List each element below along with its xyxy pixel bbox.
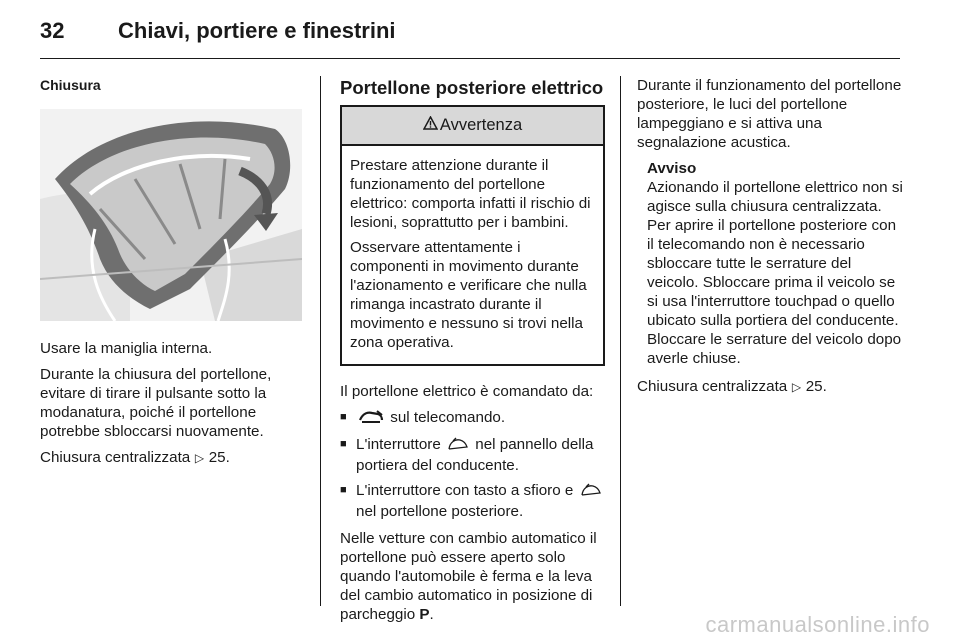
warning-body xyxy=(342,146,603,364)
list-item-text: L'interruttore con tasto a sfioro e xyxy=(356,482,574,499)
list-item xyxy=(340,435,605,475)
cross-reference[interactable] xyxy=(40,448,305,468)
paragraph-text: . xyxy=(429,606,434,623)
paragraph: Usare la maniglia interna. xyxy=(40,340,213,357)
notice-text: Azionando il portellone elettrico non si agisce sulla chiusura centralizzata. Per aprire il portellone posteriore con il telecomando non è necessario sbloccare tutte le serrature del veicolo. Sbloccare prima il veicolo se si usa l'interruttore touchpad o quello ubicato sulla portiera del conducente. Bloccare le serrature del veicolo dopo averle chiuse. xyxy=(647,179,903,367)
warning-triangle-icon xyxy=(423,116,438,135)
warning-title: Avvertenza xyxy=(439,116,523,134)
xref-page: 25. xyxy=(805,378,827,395)
column-left xyxy=(40,76,305,475)
tailgate-illustration xyxy=(40,109,302,321)
watermark: carmanualsonline.info xyxy=(705,612,930,637)
column-middle xyxy=(340,76,605,631)
list-item-text: nel portellone posteriore. xyxy=(356,503,524,520)
notice-block xyxy=(637,159,905,368)
xref-arrow-icon: ▷ xyxy=(194,451,205,465)
list-item-text: sul telecomando. xyxy=(390,409,506,426)
paragraph: Durante il funzionamento del portellone posteriore, le luci del portellone lampeggiano e si attiva una segnalazione acustica. xyxy=(637,77,902,151)
page-number: 32 xyxy=(40,18,65,43)
xref-text: Chiusura centralizzata xyxy=(40,449,191,466)
paragraph-text: Nelle vetture con cambio automatico il portellone può essere aperto solo quando l'automobile è ferma e la leva del cambio automatico in posizione di parcheggio xyxy=(340,530,597,623)
notice-title: Avviso xyxy=(647,160,697,177)
remote-trunk-icon xyxy=(358,410,384,429)
column-right xyxy=(637,76,905,404)
paragraph: Il portellone elettrico è comandato da: xyxy=(340,383,594,400)
warning-paragraph: Prestare attenzione durante il funzionamento del portellone elettrico: comporta infatti il rischio di lesioni, soprattutto per i bambini. xyxy=(350,157,591,231)
list-item-text: L'interruttore xyxy=(356,436,441,453)
xref-page: 25. xyxy=(208,449,230,466)
list-item xyxy=(340,481,605,521)
section-heading: Portellone posteriore elettrico xyxy=(340,77,604,98)
list-item xyxy=(340,408,605,429)
page-title: Chiavi, portiere e finestrini xyxy=(118,18,396,43)
warning-paragraph: Osservare attentamente i componenti in movimento durante l'azionamento e verificare che nulla rimanga incastrato durante il movimento e nessuno si trovi nella zona operativa. xyxy=(350,239,587,351)
tailgate-switch-icon xyxy=(447,437,469,456)
park-position: P xyxy=(419,606,430,623)
control-list xyxy=(340,408,605,521)
xref-arrow-icon: ▷ xyxy=(791,380,802,394)
warning-header xyxy=(342,107,603,146)
column-divider xyxy=(320,76,321,606)
column-divider xyxy=(620,76,621,606)
tailgate-switch-icon xyxy=(580,483,602,502)
paragraph: Durante la chiusura del portellone, evitare di tirare il pulsante sotto la modanatura, poiché il portellone potrebbe sbloccarsi nuovamente. xyxy=(40,366,272,440)
section-subheading: Chiusura xyxy=(40,77,101,93)
header-rule xyxy=(40,58,900,59)
xref-text: Chiusura centralizzata xyxy=(637,378,788,395)
list-item-text: nel pannello della portiera del conducente. xyxy=(356,436,594,474)
cross-reference[interactable] xyxy=(637,377,905,397)
warning-box xyxy=(340,105,605,366)
paragraph xyxy=(340,529,605,624)
